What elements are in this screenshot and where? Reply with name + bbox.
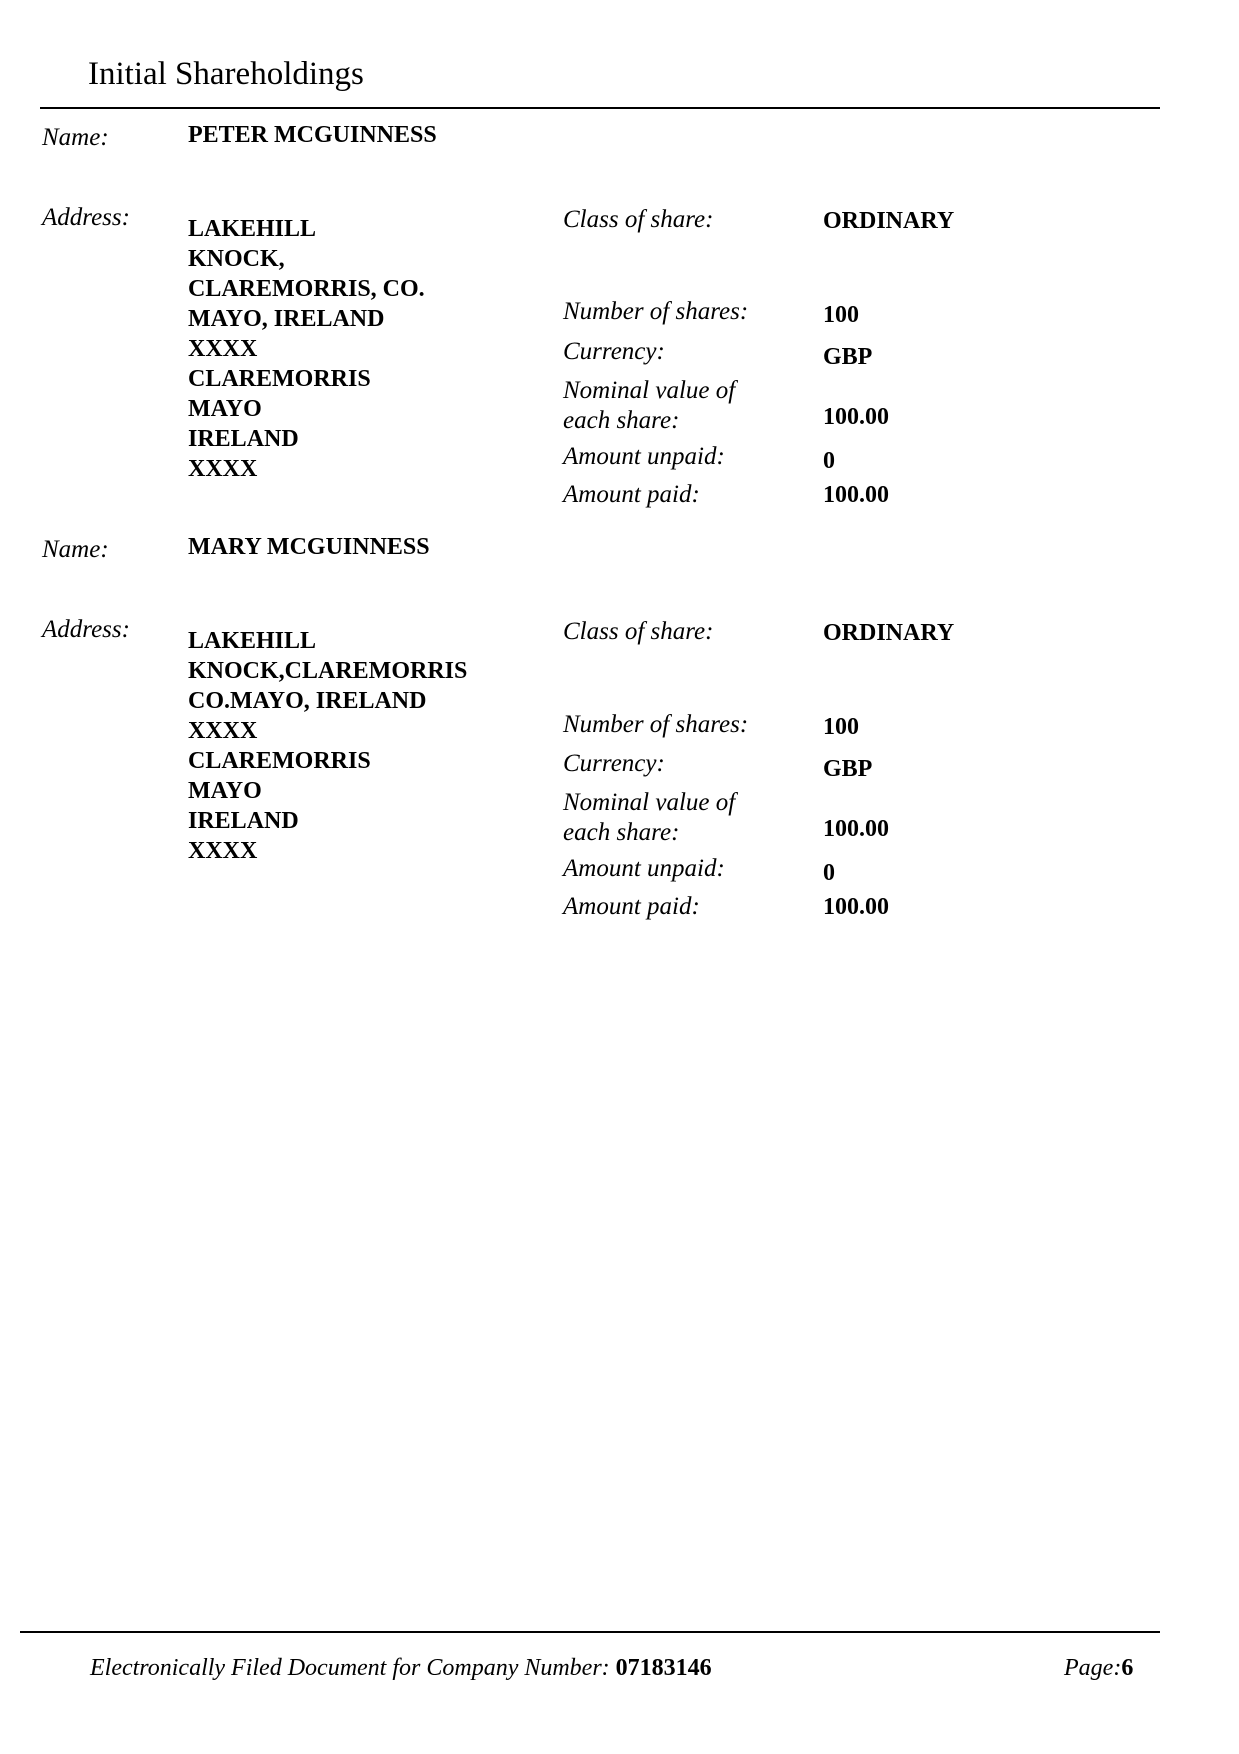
amount-paid-value: 100.00 [823, 482, 889, 508]
amount-paid-value: 100.00 [823, 894, 889, 920]
class-of-share-label: Class of share: [563, 618, 714, 645]
page-number: 6 [1121, 1655, 1134, 1681]
address-label: Address: [42, 204, 130, 231]
address-line: LAKEHILL [188, 216, 317, 242]
nominal-value-label-line2: each share: [563, 819, 680, 846]
footer-page [1064, 1655, 1133, 1682]
address-line: XXXX [188, 718, 258, 744]
currency-label: Currency: [563, 338, 665, 365]
number-of-shares-value: 100 [823, 302, 859, 328]
class-of-share-value: ORDINARY [823, 620, 955, 646]
address-line: LAKEHILL [188, 628, 317, 654]
address-line: KNOCK, [188, 246, 285, 272]
address-line: CO.MAYO, IRELAND [188, 688, 427, 714]
class-of-share-label: Class of share: [563, 206, 714, 233]
page-label: Page: [1064, 1655, 1122, 1681]
footer-filing-text [90, 1655, 712, 1682]
shareholder-name: MARY MCGUINNESS [188, 534, 430, 560]
currency-value: GBP [823, 756, 873, 782]
nominal-value-label-line1: Nominal value of [563, 377, 736, 404]
amount-paid-label: Amount paid: [563, 893, 700, 920]
amount-unpaid-label: Amount unpaid: [563, 443, 725, 470]
address-line: KNOCK,CLAREMORRIS [188, 658, 468, 684]
address-line: IRELAND [188, 808, 299, 834]
address-line: XXXX [188, 838, 258, 864]
header-divider [40, 107, 1160, 109]
shareholder-name: PETER MCGUINNESS [188, 122, 437, 148]
currency-value: GBP [823, 344, 873, 370]
nominal-value-value: 100.00 [823, 816, 889, 842]
page-title: Initial Shareholdings [88, 56, 364, 92]
address-line: XXXX [188, 456, 258, 482]
currency-label: Currency: [563, 750, 665, 777]
address-block [188, 626, 467, 866]
address-block [188, 214, 425, 484]
address-line: MAYO, IRELAND [188, 306, 385, 332]
address-line: CLAREMORRIS, CO. [188, 276, 425, 302]
footer-divider [20, 1631, 1160, 1633]
amount-paid-label: Amount paid: [563, 481, 700, 508]
address-line: CLAREMORRIS [188, 748, 371, 774]
number-of-shares-label: Number of shares: [563, 711, 749, 738]
nominal-value-value: 100.00 [823, 404, 889, 430]
amount-unpaid-value: 0 [823, 448, 835, 474]
number-of-shares-value: 100 [823, 714, 859, 740]
name-label: Name: [42, 124, 109, 151]
nominal-value-label-line2: each share: [563, 407, 680, 434]
address-label: Address: [42, 616, 130, 643]
address-line: IRELAND [188, 426, 299, 452]
class-of-share-value: ORDINARY [823, 208, 955, 234]
number-of-shares-label: Number of shares: [563, 298, 749, 325]
name-label: Name: [42, 536, 109, 563]
address-line: XXXX [188, 336, 258, 362]
address-line: CLAREMORRIS [188, 366, 371, 392]
footer-filed-label: Electronically Filed Document for Company Number: [90, 1655, 610, 1681]
address-line: MAYO [188, 778, 262, 804]
nominal-value-label-line1: Nominal value of [563, 789, 736, 816]
amount-unpaid-value: 0 [823, 860, 835, 886]
address-line: MAYO [188, 396, 262, 422]
company-number: 07183146 [615, 1655, 712, 1681]
amount-unpaid-label: Amount unpaid: [563, 855, 725, 882]
